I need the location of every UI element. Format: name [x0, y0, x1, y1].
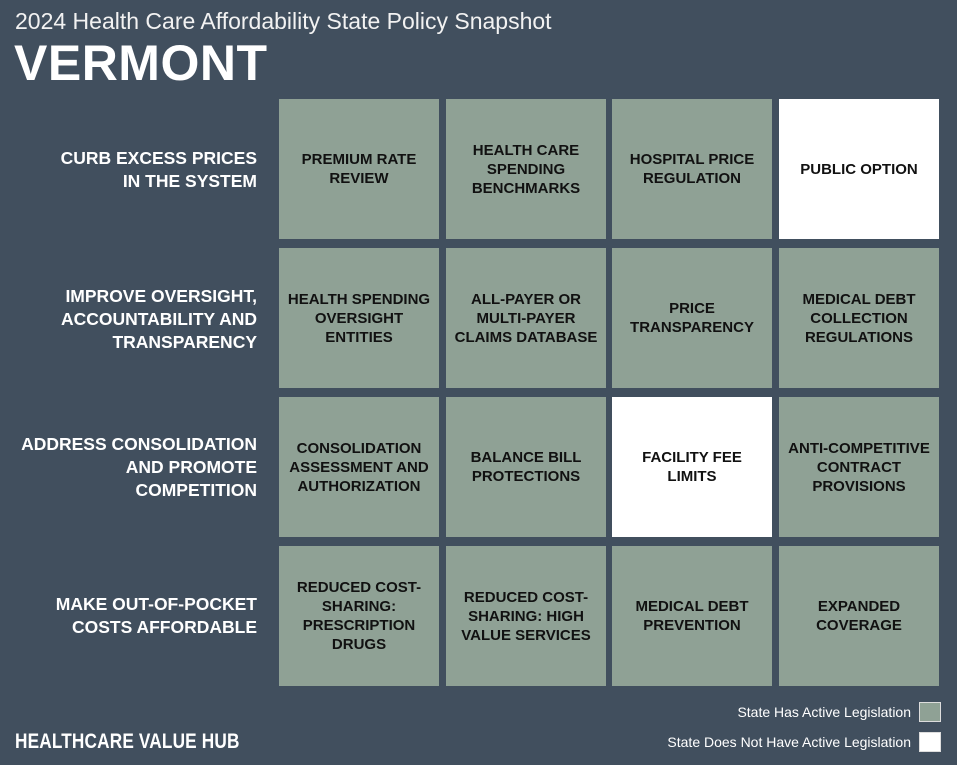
policy-cell: EXPANDED COVERAGE [779, 546, 939, 686]
row-label-curb-prices: CURB EXCESS PRICES IN THE SYSTEM [60, 148, 257, 191]
policy-cell: REDUCED COST-SHARING: HIGH VALUE SERVICES [446, 546, 606, 686]
policy-cell: PREMIUM RATE REVIEW [279, 99, 439, 239]
policy-cell: REDUCED COST-SHARING: PRESCRIPTION DRUGS [279, 546, 439, 686]
policy-cell: CONSOLIDATION ASSESSMENT AND AUTHORIZATION [279, 397, 439, 537]
row-label-oversight: IMPROVE OVERSIGHT, ACCOUNTABILITY AND TRANSPARENCY [60, 285, 257, 352]
policy-cell: FACILITY FEE LIMITS [612, 397, 772, 537]
legend-active-swatch [919, 702, 941, 722]
legend-inactive-label: State Does Not Have Active Legislation [667, 734, 911, 750]
policy-cell: HEALTH CARE SPENDING BENCHMARKS [446, 99, 606, 239]
policy-cell: PUBLIC OPTION [779, 99, 939, 239]
legend-inactive [667, 732, 941, 752]
subtitle: 2024 Health Care Affordability State Policy Snapshot [15, 8, 552, 34]
policy-cell: BALANCE BILL PROTECTIONS [446, 397, 606, 537]
legend-active-label: State Has Active Legislation [737, 704, 911, 720]
legend-inactive-swatch [919, 732, 941, 752]
policy-cell: PRICE TRANSPARENCY [612, 248, 772, 388]
page-title: VERMONT [14, 35, 268, 91]
policy-cell: ALL-PAYER OR MULTI-PAYER CLAIMS DATABASE [446, 248, 606, 388]
policy-cell: HEALTH SPENDING OVERSIGHT ENTITIES [279, 248, 439, 388]
policy-cell: MEDICAL DEBT PREVENTION [612, 546, 772, 686]
row-label-consolidation: ADDRESS CONSOLIDATION AND PROMOTE COMPETITION [21, 433, 257, 500]
policy-cell: MEDICAL DEBT COLLECTION REGULATIONS [779, 248, 939, 388]
row-label-out-of-pocket: MAKE OUT-OF-POCKET COSTS AFFORDABLE [55, 594, 257, 637]
policy-cell: HOSPITAL PRICE REGULATION [612, 99, 772, 239]
brand-logo: HEALTHCARE VALUE HUB [15, 730, 240, 753]
policy-cell: ANTI-COMPETITIVE CONTRACT PROVISIONS [779, 397, 939, 537]
legend-active [737, 702, 941, 722]
